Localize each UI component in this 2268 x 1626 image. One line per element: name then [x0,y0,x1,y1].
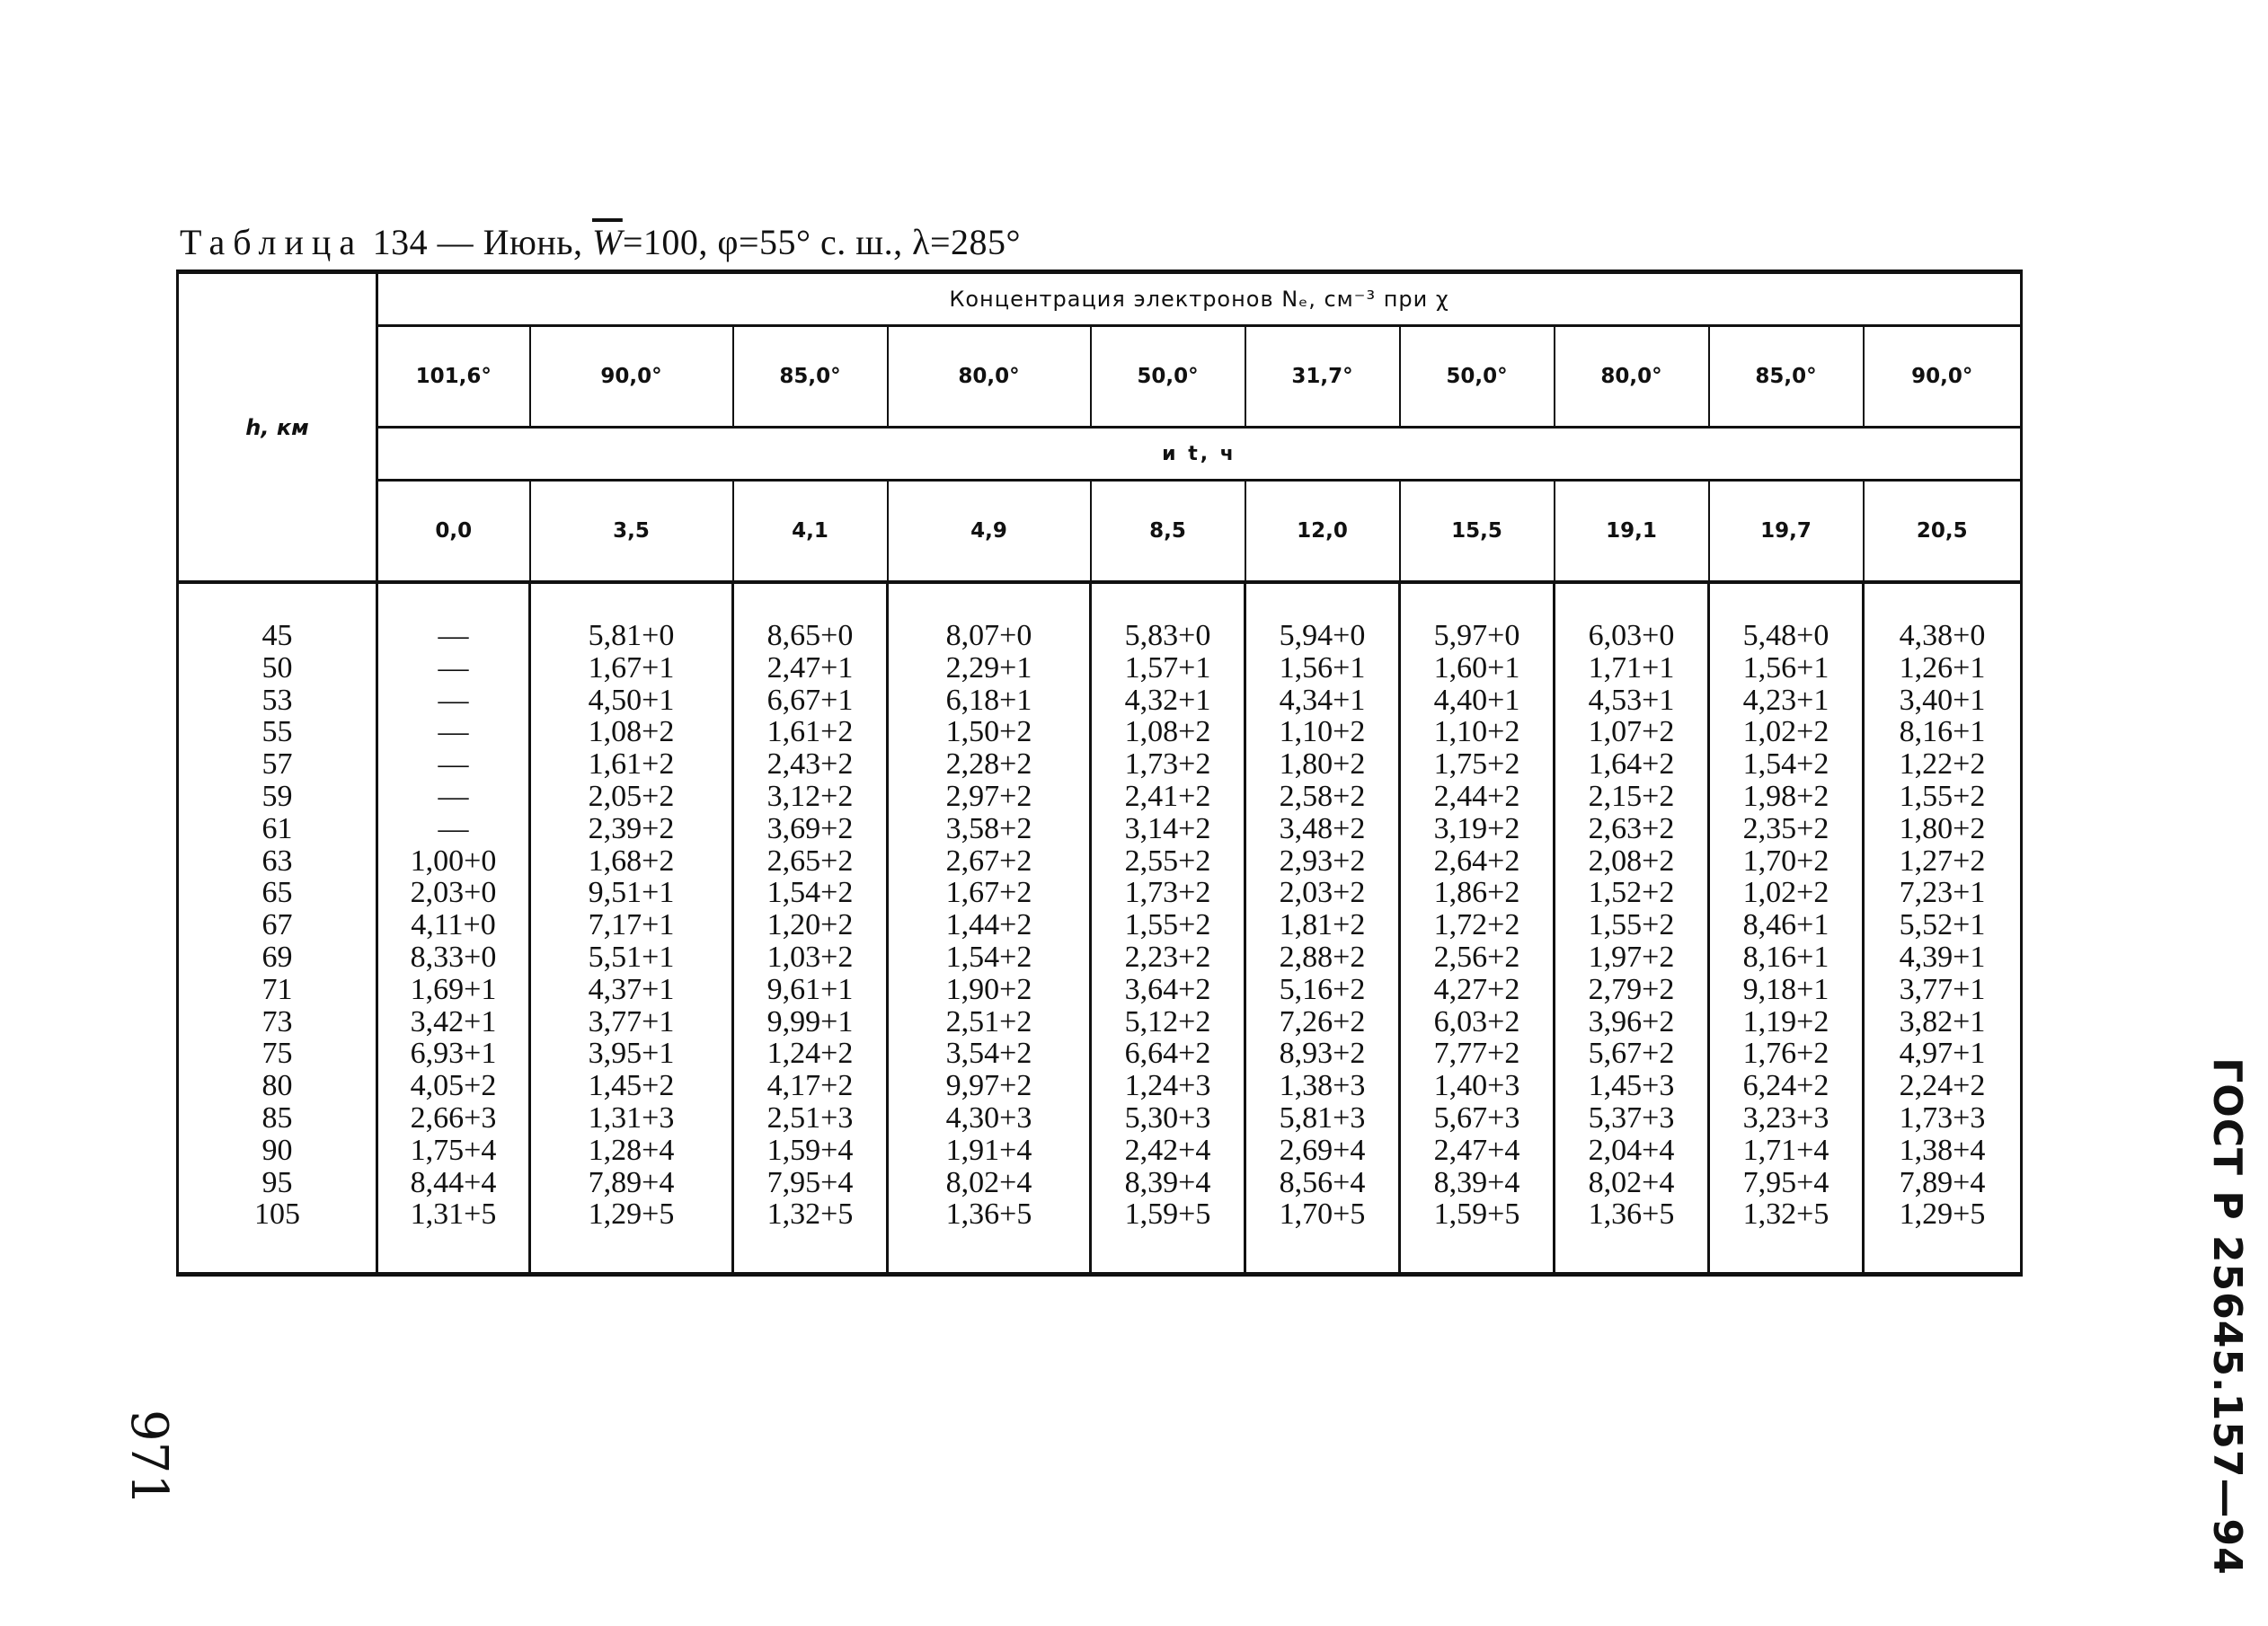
value-cell: 9,51+1 [530,877,733,909]
value-cell: 1,54+2 [1709,748,1864,781]
value-cell: 2,79+2 [1555,974,1709,1006]
table-row [178,652,2022,685]
value-cell: 1,55+2 [1864,781,2022,813]
value-cell: 1,70+2 [1709,845,1864,878]
value-cell: 1,71+4 [1709,1135,1864,1167]
value-cell: 1,61+2 [530,748,733,781]
value-cell: 2,05+2 [530,781,733,813]
chi-header-cell: 85,0° [1709,326,1864,428]
value-cell: 4,40+1 [1400,685,1555,717]
value-cell: 2,58+2 [1245,781,1400,813]
value-cell: 3,82+1 [1864,1006,2022,1038]
table-row [178,909,2022,941]
value-cell: 5,16+2 [1245,974,1400,1006]
value-cell: 7,89+4 [530,1167,733,1199]
value-cell: 4,39+1 [1864,941,2022,974]
value-cell: 3,58+2 [888,813,1091,845]
value-cell: — [377,716,530,748]
value-cell: 4,53+1 [1555,685,1709,717]
value-cell: 8,56+4 [1245,1167,1400,1199]
value-cell: 2,43+2 [733,748,888,781]
chi-header-cell: 31,7° [1245,326,1400,428]
value-cell: 1,70+5 [1245,1198,1400,1274]
value-cell: 2,42+4 [1091,1135,1245,1167]
value-cell: 5,97+0 [1400,620,1555,652]
value-cell: 1,24+3 [1091,1070,1245,1102]
value-cell: 5,48+0 [1709,620,1864,652]
value-cell: 2,56+2 [1400,941,1555,974]
value-cell: 1,26+1 [1864,652,2022,685]
value-cell: 2,44+2 [1400,781,1555,813]
value-cell: — [377,781,530,813]
spacer-cell [1709,582,1864,620]
chi-header-cell: 101,6° [377,326,530,428]
chi-header-cell: 80,0° [1555,326,1709,428]
value-cell: 1,75+2 [1400,748,1555,781]
value-cell: 5,67+2 [1555,1038,1709,1070]
value-cell: 2,47+4 [1400,1135,1555,1167]
value-cell: 2,15+2 [1555,781,1709,813]
value-cell: 7,95+4 [1709,1167,1864,1199]
value-cell: 1,38+3 [1245,1070,1400,1102]
value-cell: 2,29+1 [888,652,1091,685]
value-cell: 1,45+2 [530,1070,733,1102]
height-cell: 61 [178,813,377,845]
spacer-cell [733,582,888,620]
value-cell: 1,10+2 [1245,716,1400,748]
table-caption [180,221,2022,263]
value-cell: 4,38+0 [1864,620,2022,652]
chi-header-cell: 90,0° [530,326,733,428]
value-cell: 3,96+2 [1555,1006,1709,1038]
height-cell: 95 [178,1167,377,1199]
spacer-cell [530,582,733,620]
value-cell: 1,67+1 [530,652,733,685]
value-cell: 4,27+2 [1400,974,1555,1006]
value-cell: 3,48+2 [1245,813,1400,845]
value-cell: 2,41+2 [1091,781,1245,813]
time-header-cell: 3,5 [530,481,733,583]
value-cell: 2,03+2 [1245,877,1400,909]
chi-header-cell: 50,0° [1400,326,1555,428]
value-cell: 4,37+1 [530,974,733,1006]
height-cell: 45 [178,620,377,652]
value-cell: 2,04+4 [1555,1135,1709,1167]
chi-header-cell: 85,0° [733,326,888,428]
time-header-cell: 19,7 [1709,481,1864,583]
value-cell: 1,86+2 [1400,877,1555,909]
value-cell: 1,20+2 [733,909,888,941]
spacer-cell [1555,582,1709,620]
value-cell: 4,23+1 [1709,685,1864,717]
time-header-cell: 19,1 [1555,481,1709,583]
value-cell: 1,60+1 [1400,652,1555,685]
value-cell: 9,97+2 [888,1070,1091,1102]
value-cell: 5,51+1 [530,941,733,974]
height-cell: 67 [178,909,377,941]
value-cell: 2,51+3 [733,1102,888,1135]
table-row [178,1102,2022,1135]
spacer-cell [377,582,530,620]
caption-label: Таблица [180,222,364,262]
spacer-cell [1245,582,1400,620]
value-cell: 1,36+5 [1555,1198,1709,1274]
value-cell: 1,69+1 [377,974,530,1006]
chi-header-row [178,326,2022,428]
value-cell: 7,23+1 [1864,877,2022,909]
value-cell: 3,12+2 [733,781,888,813]
table-row [178,845,2022,878]
value-cell: 2,51+2 [888,1006,1091,1038]
height-column-header: h, км [178,272,377,583]
time-header-cell: 4,9 [888,481,1091,583]
value-cell: 1,02+2 [1709,716,1864,748]
value-cell: 1,03+2 [733,941,888,974]
value-cell: 2,23+2 [1091,941,1245,974]
value-cell: 1,67+2 [888,877,1091,909]
value-cell: 5,12+2 [1091,1006,1245,1038]
value-cell: 1,54+2 [733,877,888,909]
value-cell: 4,97+1 [1864,1038,2022,1070]
spacer-cell [1400,582,1555,620]
value-cell: 1,97+2 [1555,941,1709,974]
value-cell: 1,73+3 [1864,1102,2022,1135]
value-cell: 9,18+1 [1709,974,1864,1006]
value-cell: 3,64+2 [1091,974,1245,1006]
value-cell: 2,24+2 [1864,1070,2022,1102]
value-cell: 1,91+4 [888,1135,1091,1167]
value-cell: 1,32+5 [733,1198,888,1274]
height-cell: 71 [178,974,377,1006]
value-cell: 4,17+2 [733,1070,888,1102]
value-cell: 2,35+2 [1709,813,1864,845]
value-cell: 6,03+0 [1555,620,1709,652]
table-row [178,1038,2022,1070]
caption-text-b: =100, φ=55° с. ш., λ=285° [622,222,1022,262]
value-cell: 1,80+2 [1245,748,1400,781]
value-cell: 1,50+2 [888,716,1091,748]
value-cell: 7,77+2 [1400,1038,1555,1070]
chi-header-cell: 80,0° [888,326,1091,428]
value-cell: 1,44+2 [888,909,1091,941]
value-cell: 8,46+1 [1709,909,1864,941]
table-row [178,716,2022,748]
value-cell: 1,38+4 [1864,1135,2022,1167]
height-cell: 80 [178,1070,377,1102]
value-cell: 1,31+3 [530,1102,733,1135]
value-cell: 1,57+1 [1091,652,1245,685]
value-cell: 5,52+1 [1864,909,2022,941]
gost-side-label: ГОСТ Р 25645.157—94 [2203,1057,2250,1576]
value-cell: 1,64+2 [1555,748,1709,781]
value-cell: 3,77+1 [1864,974,2022,1006]
value-cell: 1,00+0 [377,845,530,878]
value-cell: 3,54+2 [888,1038,1091,1070]
value-cell: 2,03+0 [377,877,530,909]
height-cell: 65 [178,877,377,909]
value-cell: 7,95+4 [733,1167,888,1199]
value-cell: 1,52+2 [1555,877,1709,909]
value-cell: 5,81+3 [1245,1102,1400,1135]
value-cell: 8,33+0 [377,941,530,974]
value-cell: 2,66+3 [377,1102,530,1135]
value-cell: 2,39+2 [530,813,733,845]
value-cell: 4,05+2 [377,1070,530,1102]
time-header-cell: 0,0 [377,481,530,583]
value-cell: 1,90+2 [888,974,1091,1006]
chi-header-cell: 50,0° [1091,326,1245,428]
value-cell: 6,64+2 [1091,1038,1245,1070]
value-cell: 1,68+2 [530,845,733,878]
value-cell: 5,37+3 [1555,1102,1709,1135]
value-cell: — [377,652,530,685]
value-cell: 3,40+1 [1864,685,2022,717]
value-cell: 8,16+1 [1864,716,2022,748]
height-cell: 90 [178,1135,377,1167]
value-cell: 2,93+2 [1245,845,1400,878]
chi-header-cell: 90,0° [1864,326,2022,428]
value-cell: 1,98+2 [1709,781,1864,813]
table-row [178,974,2022,1006]
value-cell: 1,32+5 [1709,1198,1864,1274]
value-cell: 2,28+2 [888,748,1091,781]
table-row [178,781,2022,813]
value-cell: 1,81+2 [1245,909,1400,941]
table-row [178,941,2022,974]
spacer-cell [1091,582,1245,620]
height-cell: 50 [178,652,377,685]
value-cell: 7,26+2 [1245,1006,1400,1038]
value-cell: 5,30+3 [1091,1102,1245,1135]
data-table-container [176,270,2020,1272]
value-cell: 1,02+2 [1709,877,1864,909]
value-cell: 2,55+2 [1091,845,1245,878]
value-cell: 1,24+2 [733,1038,888,1070]
time-header-cell: 20,5 [1864,481,2022,583]
value-cell: 8,02+4 [888,1167,1091,1199]
value-cell: 2,08+2 [1555,845,1709,878]
value-cell: 1,08+2 [1091,716,1245,748]
value-cell: 1,55+2 [1555,909,1709,941]
value-cell: 1,71+1 [1555,652,1709,685]
value-cell: 4,50+1 [530,685,733,717]
value-cell: 2,69+4 [1245,1135,1400,1167]
value-cell: 1,19+2 [1709,1006,1864,1038]
value-cell: 5,83+0 [1091,620,1245,652]
value-cell: 5,81+0 [530,620,733,652]
value-cell: 1,40+3 [1400,1070,1555,1102]
value-cell: 6,18+1 [888,685,1091,717]
value-cell: 7,89+4 [1864,1167,2022,1199]
value-cell: 2,47+1 [733,652,888,685]
value-cell: 1,45+3 [1555,1070,1709,1102]
table-row [178,877,2022,909]
spacer-cell [888,582,1091,620]
value-cell: 3,77+1 [530,1006,733,1038]
value-cell: 1,36+5 [888,1198,1091,1274]
time-header-cell: 12,0 [1245,481,1400,583]
height-cell: 63 [178,845,377,878]
value-cell: 1,10+2 [1400,716,1555,748]
page-number: 971 [119,1409,178,1506]
time-header-cell: 15,5 [1400,481,1555,583]
value-cell: — [377,813,530,845]
electron-concentration-table [176,270,2023,1277]
value-cell: 1,61+2 [733,716,888,748]
value-cell: 5,67+3 [1400,1102,1555,1135]
time-header-row [178,481,2022,583]
value-cell: 3,69+2 [733,813,888,845]
value-cell: 3,19+2 [1400,813,1555,845]
time-header: и t, ч [377,428,2022,481]
value-cell: 1,73+2 [1091,877,1245,909]
caption-text-a: 134 — Июнь, [363,222,592,262]
value-cell: 8,16+1 [1709,941,1864,974]
table-row [178,748,2022,781]
table-row [178,1167,2022,1199]
value-cell: 6,24+2 [1709,1070,1864,1102]
value-cell: 8,44+4 [377,1167,530,1199]
spacer-cell [1864,582,2022,620]
value-cell: 3,14+2 [1091,813,1245,845]
value-cell: 4,30+3 [888,1102,1091,1135]
value-cell: 4,11+0 [377,909,530,941]
value-cell: 2,88+2 [1245,941,1400,974]
table-row [178,620,2022,652]
value-cell: 1,29+5 [530,1198,733,1274]
spacer-row [178,582,2022,620]
height-cell: 105 [178,1198,377,1274]
value-cell: 1,59+5 [1091,1198,1245,1274]
spacer-cell [178,582,377,620]
value-cell: 1,80+2 [1864,813,2022,845]
value-cell: 2,64+2 [1400,845,1555,878]
value-cell: 8,02+4 [1555,1167,1709,1199]
value-cell: 1,56+1 [1245,652,1400,685]
value-cell: 7,17+1 [530,909,733,941]
value-cell: 1,07+2 [1555,716,1709,748]
value-cell: 2,63+2 [1555,813,1709,845]
value-cell: 6,03+2 [1400,1006,1555,1038]
value-cell: 3,23+3 [1709,1102,1864,1135]
table-row [178,813,2022,845]
value-cell: — [377,620,530,652]
value-cell: 1,08+2 [530,716,733,748]
table-body [178,582,2022,1275]
value-cell: — [377,748,530,781]
value-cell: 1,54+2 [888,941,1091,974]
value-cell: 3,42+1 [377,1006,530,1038]
value-cell: 1,75+4 [377,1135,530,1167]
height-cell: 57 [178,748,377,781]
height-cell: 85 [178,1102,377,1135]
value-cell: 8,65+0 [733,620,888,652]
value-cell: 1,59+5 [1400,1198,1555,1274]
value-cell: 2,67+2 [888,845,1091,878]
height-cell: 53 [178,685,377,717]
value-cell: 3,95+1 [530,1038,733,1070]
table-row [178,1135,2022,1167]
value-cell: 4,32+1 [1091,685,1245,717]
value-cell: 1,27+2 [1864,845,2022,878]
value-cell: 6,67+1 [733,685,888,717]
value-cell: 2,65+2 [733,845,888,878]
value-cell: 1,59+4 [733,1135,888,1167]
value-cell: 1,28+4 [530,1135,733,1167]
value-cell: 1,31+5 [377,1198,530,1274]
value-cell: 1,55+2 [1091,909,1245,941]
value-cell: 1,22+2 [1864,748,2022,781]
value-cell: 5,94+0 [1245,620,1400,652]
concentration-header: Концентрация электронов Nₑ, см⁻³ при χ [377,272,2022,326]
value-cell: — [377,685,530,717]
value-cell: 1,73+2 [1091,748,1245,781]
value-cell: 2,97+2 [888,781,1091,813]
caption-w-symbol: $\overline{W}$ [592,222,623,262]
time-header-cell: 8,5 [1091,481,1245,583]
value-cell: 9,61+1 [733,974,888,1006]
value-cell: 8,39+4 [1091,1167,1245,1199]
value-cell: 1,56+1 [1709,652,1864,685]
height-cell: 59 [178,781,377,813]
value-cell: 4,34+1 [1245,685,1400,717]
value-cell: 8,39+4 [1400,1167,1555,1199]
height-cell: 75 [178,1038,377,1070]
height-cell: 69 [178,941,377,974]
value-cell: 8,93+2 [1245,1038,1400,1070]
value-cell: 1,76+2 [1709,1038,1864,1070]
value-cell: 1,72+2 [1400,909,1555,941]
table-row [178,685,2022,717]
height-cell: 55 [178,716,377,748]
value-cell: 6,93+1 [377,1038,530,1070]
time-header-cell: 4,1 [733,481,888,583]
value-cell: 1,29+5 [1864,1198,2022,1274]
height-cell: 73 [178,1006,377,1038]
table-row [178,1006,2022,1038]
value-cell: 9,99+1 [733,1006,888,1038]
value-cell: 8,07+0 [888,620,1091,652]
table-row [178,1198,2022,1274]
table-row [178,1070,2022,1102]
